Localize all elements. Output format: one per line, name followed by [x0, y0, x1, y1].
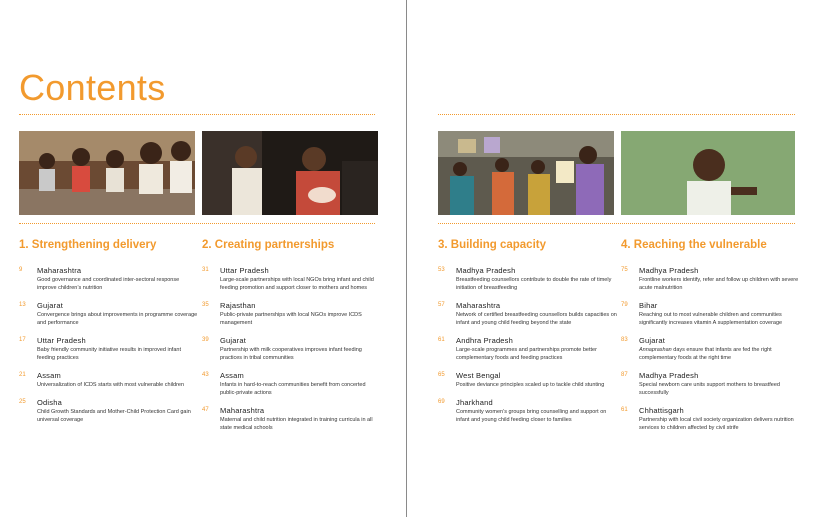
- page-number: 25: [19, 398, 26, 405]
- toc-entry[interactable]: [202, 266, 382, 292]
- section-title: 2. Creating partnerships: [202, 239, 335, 251]
- entry-description: Frontline workers identify, refer and follow up children with severe acute malnutrition: [639, 276, 799, 291]
- toc-entry[interactable]: [202, 301, 382, 327]
- photo-children-eating: [19, 131, 195, 215]
- entry-description: Child Growth Standards and Mother-Child Protection Card gain universal coverage: [37, 408, 191, 423]
- page-number: 31: [202, 266, 209, 273]
- toc-entry[interactable]: [621, 266, 801, 292]
- entry-description-italic: Annaprashan: [639, 346, 672, 353]
- page-number: 79: [621, 301, 628, 308]
- page-number: 87: [621, 371, 628, 378]
- entry-description: [639, 346, 801, 362]
- page-number: 17: [19, 336, 26, 343]
- state-name: Gujarat: [639, 335, 665, 345]
- section-creating-partnerships: [202, 240, 382, 441]
- page-number: 47: [202, 406, 209, 413]
- page-number: 53: [438, 266, 445, 273]
- toc-entry[interactable]: [621, 336, 801, 362]
- page-number: 61: [438, 336, 445, 343]
- state-name: Rajasthan: [220, 300, 256, 310]
- toc-entry[interactable]: [438, 398, 618, 424]
- toc-entry[interactable]: [438, 371, 618, 389]
- page-number: 69: [438, 398, 445, 405]
- page-number: 9: [19, 266, 23, 273]
- state-name: Assam: [220, 370, 244, 380]
- entry-description: Reaching out to most vulnerable children and communities significantly increases vitamin A supplementation coverage: [639, 311, 783, 326]
- page-number: 35: [202, 301, 209, 308]
- entry-description: Community women’s groups bring counselling and support on infant and young child feeding closer to families: [456, 408, 607, 423]
- entry-description: Large-scale partnerships with local NGOs bring infant and child feeding promotion and support closer to mothers and homes: [220, 276, 374, 291]
- toc-entry[interactable]: [19, 301, 199, 327]
- entry-description: Partnership with local civil society organization delivers nutrition services to children affected by civil strife: [639, 416, 794, 431]
- entry-description: Partnership with milk cooperatives improves infant feeding practices in tribal communities: [220, 346, 362, 361]
- entry-description: Good governance and coordinated inter-sectoral response improve children’s nutrition: [37, 276, 180, 291]
- state-name: Maharashtra: [220, 405, 265, 415]
- state-name: Gujarat: [37, 300, 63, 310]
- entry-description: Universalization of ICDS starts with most vulnerable children: [37, 381, 185, 388]
- photo-dotted-rule-left: [19, 223, 375, 224]
- state-name: Uttar Pradesh: [220, 265, 269, 275]
- state-name: Chhattisgarh: [639, 405, 684, 415]
- photo-child-portrait: [621, 131, 795, 215]
- state-name: Madhya Pradesh: [639, 370, 699, 380]
- photo-group-counselling: [438, 131, 614, 215]
- section-title: 3. Building capacity: [438, 239, 546, 251]
- toc-entry[interactable]: [621, 406, 801, 432]
- state-name: Maharashtra: [456, 300, 501, 310]
- state-name: Madhya Pradesh: [639, 265, 699, 275]
- page-number: 21: [19, 371, 26, 378]
- photo-women-with-baby: [202, 131, 378, 215]
- toc-entry[interactable]: [19, 398, 199, 424]
- entry-description: Infants in hard-to-reach communities benefit from concerted public-private actions: [220, 381, 366, 396]
- state-name: Bihar: [639, 300, 658, 310]
- section-title: 4. Reaching the vulnerable: [621, 239, 767, 251]
- toc-entry[interactable]: [438, 301, 618, 327]
- photo-dotted-rule-right: [438, 223, 795, 224]
- toc-entry[interactable]: [19, 266, 199, 292]
- page-title: Contents: [19, 67, 166, 108]
- toc-entry[interactable]: [19, 371, 199, 389]
- entry-description: Positive deviance principles scaled up to tackle child stunting: [456, 381, 605, 388]
- toc-entry[interactable]: [438, 336, 618, 362]
- entry-description: Network of certified breastfeeding counsellors builds capacities on infant and young child feeding beyond the state: [456, 311, 617, 326]
- state-name: Uttar Pradesh: [37, 335, 86, 345]
- title-dotted-rule-right: [438, 114, 795, 115]
- toc-entry[interactable]: [19, 336, 199, 362]
- toc-entry[interactable]: [438, 266, 618, 292]
- page-number: 13: [19, 301, 26, 308]
- page-spread-divider: [406, 0, 407, 517]
- state-name: Andhra Pradesh: [456, 335, 514, 345]
- section-building-capacity: [438, 240, 618, 433]
- state-name: Jharkhand: [456, 397, 493, 407]
- entry-description: Breastfeeding counsellors contribute to double the rate of timely initiation of breastfeeding: [456, 276, 612, 291]
- toc-entry[interactable]: [202, 336, 382, 362]
- section-reaching-the-vulnerable: [621, 240, 801, 441]
- state-name: West Bengal: [456, 370, 501, 380]
- toc-entry[interactable]: [621, 301, 801, 327]
- toc-entry[interactable]: [202, 406, 382, 432]
- page-number: 75: [621, 266, 628, 273]
- entry-description: Large-scale programmes and partnerships promote better complementary foods and feeding practices: [456, 346, 597, 361]
- page-number: 39: [202, 336, 209, 343]
- state-name: Odisha: [37, 397, 62, 407]
- state-name: Madhya Pradesh: [456, 265, 516, 275]
- page-number: 57: [438, 301, 445, 308]
- state-name: Maharashtra: [37, 265, 82, 275]
- entry-description: Maternal and child nutrition integrated in training curricula in all state medical schools: [220, 416, 373, 431]
- state-name: Gujarat: [220, 335, 246, 345]
- page-number: 61: [621, 406, 628, 413]
- toc-entry[interactable]: [621, 371, 801, 397]
- section-strengthening-delivery: [19, 240, 199, 433]
- page-number: 43: [202, 371, 209, 378]
- title-dotted-rule-left: [19, 114, 375, 115]
- entry-description: Public-private partnerships with local NGOs improve ICDS management: [220, 311, 362, 326]
- entry-description: Convergence brings about improvements in programme coverage and performance: [37, 311, 198, 326]
- page-number: 83: [621, 336, 628, 343]
- state-name: Assam: [37, 370, 61, 380]
- toc-entry[interactable]: [202, 371, 382, 397]
- entry-description-rest: days ensure that infants are fed the right complementary foods at the right time: [639, 346, 772, 361]
- entry-description: Baby friendly community initiative results in improved infant feeding practices: [37, 346, 181, 361]
- page-number: 65: [438, 371, 445, 378]
- entry-description: Special newborn care units support mothers to breastfeed successfully: [639, 381, 780, 396]
- section-title: 1. Strengthening delivery: [19, 239, 157, 251]
